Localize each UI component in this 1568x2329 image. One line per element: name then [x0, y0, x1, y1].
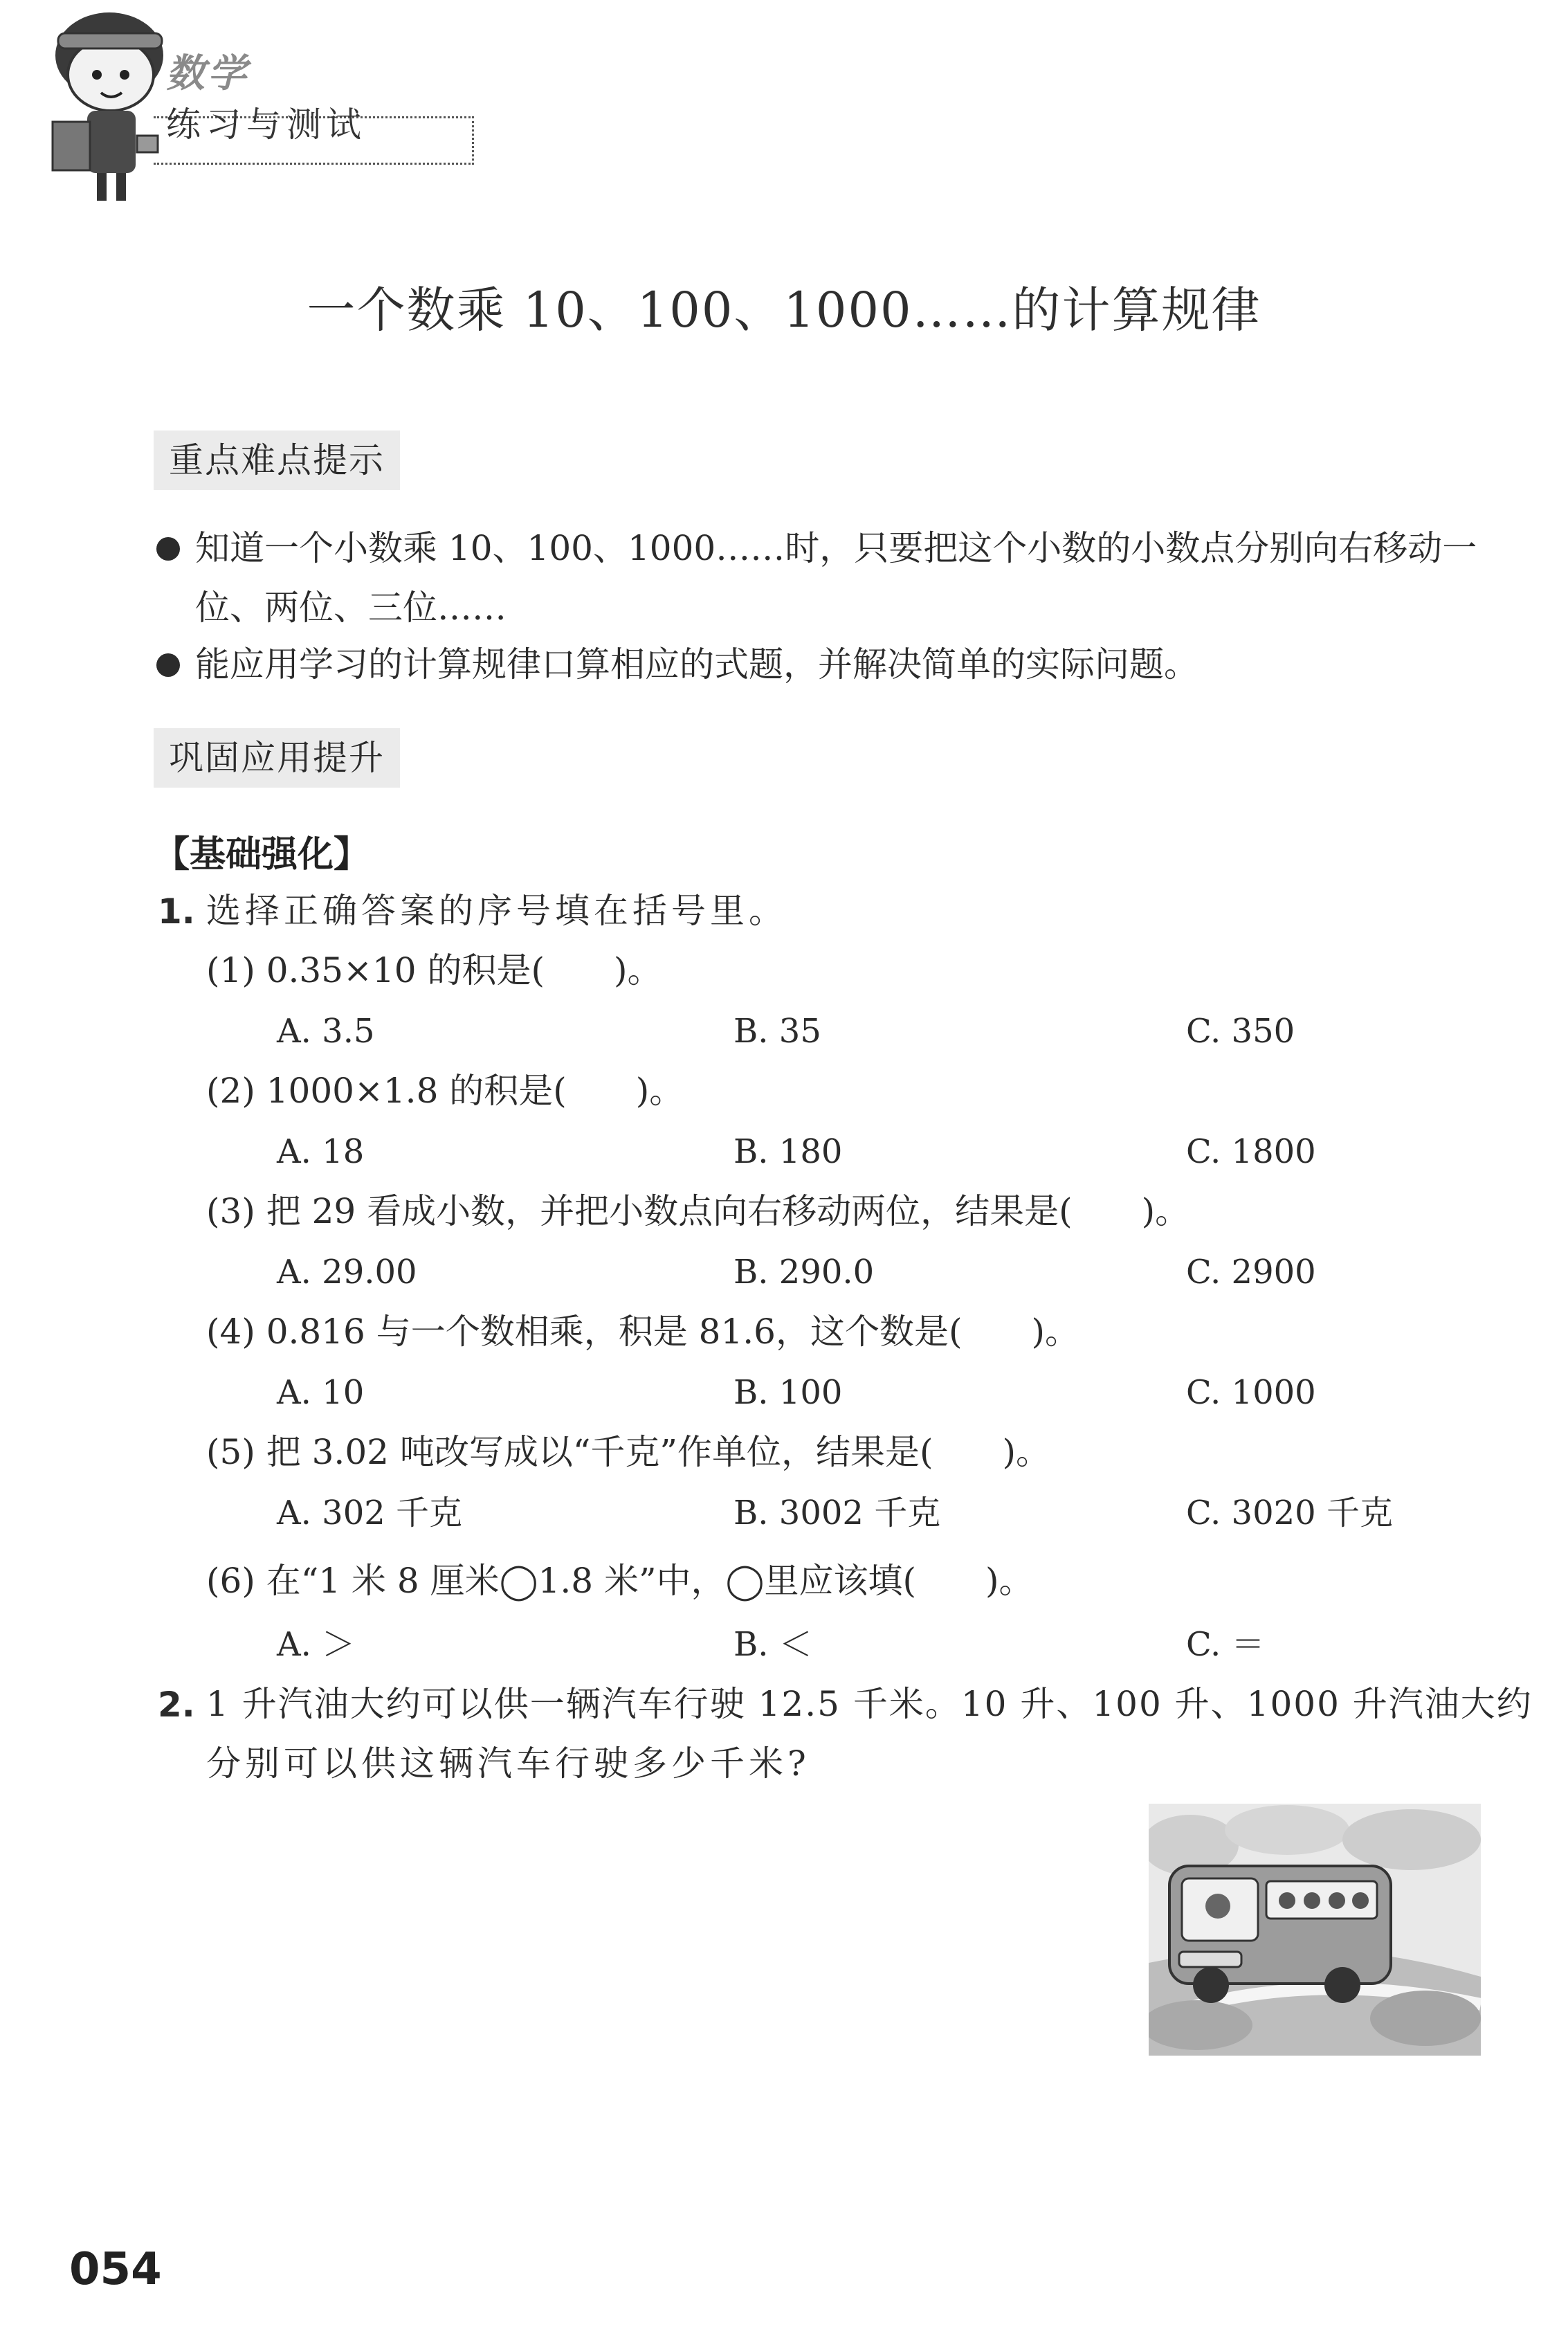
question-1-item-6-stem: (6) 在“1 米 8 厘米◯1.8 米”中，◯里应该填( )。	[206, 1561, 1034, 1601]
question-1-item-3-option-a: A. 29.00	[277, 1253, 417, 1292]
bullet-icon	[156, 537, 180, 561]
mascot-illustration	[33, 0, 172, 221]
question-1-text: 选择正确答案的序号填在括号里。	[206, 891, 787, 931]
question-1-item-6-option-b: B. ＜	[733, 1625, 812, 1664]
question-1-item-2-option-a: A. 18	[277, 1132, 365, 1171]
key-point-1-line-2: 位、两位、三位……	[195, 588, 507, 628]
question-1-item-1-option-b: B. 35	[733, 1012, 821, 1051]
question-1-item-5-option-a: A. 302 千克	[277, 1494, 463, 1532]
question-1-item-4-option-b: B. 100	[733, 1373, 843, 1412]
question-1-item-1-option-a: A. 3.5	[277, 1012, 375, 1051]
question-1-item-6-option-a: A. ＞	[277, 1625, 356, 1664]
page-title: 一个数乘 10、100、1000……的计算规律	[307, 282, 1261, 338]
question-1-item-2-stem: (2) 1000×1.8 的积是( )。	[206, 1071, 684, 1111]
question-1-item-2-option-c: C. 1800	[1186, 1132, 1316, 1171]
subsection-heading-basic: 【基础强化】	[154, 834, 370, 876]
question-1-item-5-option-c: C. 3020 千克	[1186, 1494, 1393, 1532]
question-1-item-6-option-c: C. ＝	[1186, 1625, 1265, 1664]
question-1-item-4-option-c: C. 1000	[1186, 1373, 1316, 1412]
question-2-line-1: 1 升汽油大约可以供一辆汽车行驶 12.5 千米。10 升、100 升、1000 升汽油大约	[206, 1684, 1533, 1724]
bullet-icon	[156, 653, 180, 677]
key-point-2: 能应用学习的计算规律口算相应的式题，并解决简单的实际问题。	[195, 644, 1198, 685]
question-2-line-2: 分别可以供这辆汽车行驶多少千米?	[206, 1743, 810, 1784]
question-1-item-1-stem: (1) 0.35×10 的积是( )。	[206, 950, 662, 990]
question-1-item-3-option-c: C. 2900	[1186, 1253, 1316, 1292]
section-heading-practice: 巩固应用提升	[154, 728, 400, 788]
question-1-item-4-option-a: A. 10	[277, 1373, 365, 1412]
question-1-item-2-option-b: B. 180	[733, 1132, 843, 1171]
question-1-item-1-option-c: C. 350	[1186, 1012, 1295, 1051]
key-point-1-line-1: 知道一个小数乘 10、100、1000……时，只要把这个小数的小数点分别向右移动一	[195, 528, 1477, 568]
brand-series-label: 练习与测试	[166, 105, 367, 145]
question-1-item-4-stem: (4) 0.816 与一个数相乘，积是 81.6，这个数是( )。	[206, 1312, 1079, 1352]
question-1-number: 1.	[158, 891, 195, 932]
bus-illustration	[1149, 1804, 1481, 2056]
question-2-number: 2.	[158, 1685, 195, 1725]
question-1-item-5-stem: (5) 把 3.02 吨改写成以“千克”作单位，结果是( )。	[206, 1432, 1050, 1472]
brand-subject-label: 数学	[166, 51, 249, 96]
section-heading-key-points: 重点难点提示	[154, 431, 400, 490]
page-number: 054	[69, 2244, 162, 2295]
question-1-item-3-stem: (3) 把 29 看成小数，并把小数点向右移动两位，结果是( )。	[206, 1191, 1190, 1231]
question-1-item-5-option-b: B. 3002 千克	[733, 1494, 941, 1532]
question-1-item-3-option-b: B. 290.0	[733, 1253, 875, 1292]
